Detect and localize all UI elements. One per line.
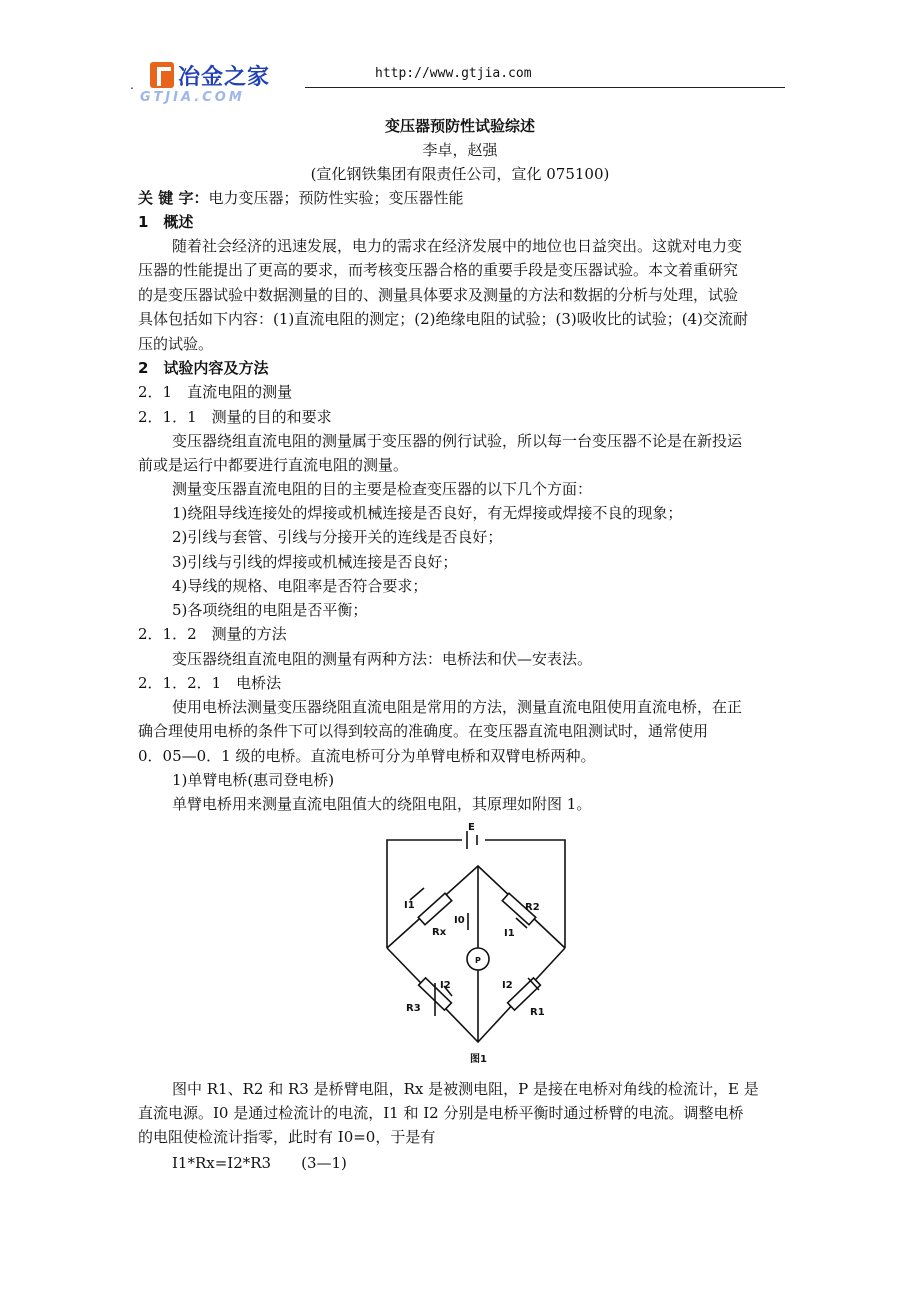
- logo-dot: .: [130, 78, 134, 92]
- paragraph-line: 的是变压器试验中数据测量的目的、测量具体要求及测量的方法和数据的分析与处理，试验: [138, 286, 739, 304]
- label-I1: I1: [404, 900, 415, 911]
- paragraph-line: 随着社会经济的迅速发展，电力的需求在经济发展中的地位也日益突出。这就对电力变: [172, 237, 743, 255]
- logo-subtext: GTJIA.COM: [140, 90, 245, 105]
- paragraph-line: 测量变压器直流电阻的目的主要是检查变压器的以下几个方面：: [172, 480, 593, 498]
- site-url[interactable]: http://www.gtjia.com: [375, 66, 532, 81]
- paragraph-line: 单臂电桥用来测量直流电阻值大的绕阻电阻，其原理如附图 1。: [172, 795, 592, 813]
- label-E: E: [468, 822, 475, 833]
- label-Rx: Rx: [432, 927, 447, 938]
- label-I0: I0: [454, 915, 465, 926]
- label-P: P: [475, 956, 481, 965]
- keywords-line: [138, 187, 463, 208]
- header-divider: [305, 87, 785, 88]
- logo-text: 冶金之家: [178, 65, 271, 90]
- formula: I1*Rx=I2*R3 (3—1): [172, 1154, 347, 1172]
- list-item: 2)引线与套管、引线与分接开关的连线是否良好；: [172, 528, 503, 546]
- logo-icon: [150, 62, 174, 88]
- article-affiliation: (宣化钢铁集团有限责任公司，宣化 075100): [310, 165, 610, 183]
- subsection-heading: 2．1．2 测量的方法: [138, 625, 287, 643]
- section-heading: 1 概述: [138, 213, 194, 231]
- paragraph-line: 使用电桥法测量变压器绕阻直流电阻是常用的方法，测量直流电阻使用直流电桥，在正: [172, 698, 743, 716]
- section-heading: 2 试验内容及方法: [138, 359, 269, 377]
- paragraph-line: 直流电源。I0 是通过检流计的电流，I1 和 I2 分别是电桥平衡时通过桥臂的电流。调整电桥: [138, 1104, 744, 1122]
- label-R3: R3: [406, 1003, 421, 1014]
- wheatstone-bridge-diagram: [382, 818, 572, 1068]
- paragraph-line: 0．05—0．1 级的电桥。直流电桥可分为单臂电桥和双臂电桥两种。: [138, 747, 596, 765]
- subsection-heading: 2．1．2．1 电桥法: [138, 674, 282, 692]
- label-R1: R1: [530, 1007, 545, 1018]
- subsection-heading: 2．1．1 测量的目的和要求: [138, 408, 332, 426]
- label-R2: R2: [525, 902, 540, 913]
- label-I2: I2: [440, 980, 451, 991]
- paragraph-line: 图中 R1、R2 和 R3 是桥臂电阻，Rx 是被测电阻，P 是接在电桥对角线的检流计，E 是: [172, 1080, 759, 1098]
- paragraph-line: 变压器绕组直流电阻的测量有两种方法：电桥法和伏—安表法。: [172, 650, 593, 668]
- paragraph-line: 压器的性能提出了更高的要求，而考核变压器合格的重要手段是变压器试验。本文着重研究: [138, 261, 739, 279]
- article-authors: 李卓，赵强: [422, 141, 498, 159]
- paragraph-line: 确合理使用电桥的条件下可以得到较高的准确度。在变压器直流电阻测试时，通常使用: [138, 722, 709, 740]
- paragraph-line: 前或是运行中都要进行直流电阻的测量。: [138, 456, 409, 474]
- page-header: [130, 58, 790, 108]
- keywords: 电力变压器；预防性实验；变压器性能: [208, 189, 464, 207]
- article-title: 变压器预防性试验综述: [384, 117, 535, 135]
- list-item: 3)引线与引线的焊接或机械连接是否良好；: [172, 553, 458, 571]
- paragraph-line: 压的试验。: [138, 335, 214, 353]
- list-item: 1)绕阻导线连接处的焊接或机械连接是否良好，有无焊接或焊接不良的现象；: [172, 504, 683, 522]
- keywords-label: 关 键 字：: [138, 189, 209, 207]
- paragraph-line: 的电阻使检流计指零，此时有 I0=0，于是有: [138, 1128, 436, 1146]
- label-I2b: I2: [502, 980, 513, 991]
- list-item: 4)导线的规格、电阻率是否符合要求；: [172, 577, 428, 595]
- figure-caption: 图1: [470, 1054, 487, 1065]
- paragraph-line: 具体包括如下内容：(1)直流电阻的测定；(2)绝缘电阻的试验；(3)吸收比的试验；(4)交流耐: [138, 310, 748, 328]
- subsection-heading: 2．1 直流电阻的测量: [138, 383, 293, 401]
- label-I1b: I1: [504, 928, 515, 939]
- list-item: 5)各项绕组的电阻是否平衡；: [172, 601, 368, 619]
- paragraph-line: 变压器绕组直流电阻的测量属于变压器的例行试验，所以每一台变压器不论是在新投运: [172, 432, 743, 450]
- subheading: 1)单臂电桥(惠司登电桥): [172, 771, 335, 789]
